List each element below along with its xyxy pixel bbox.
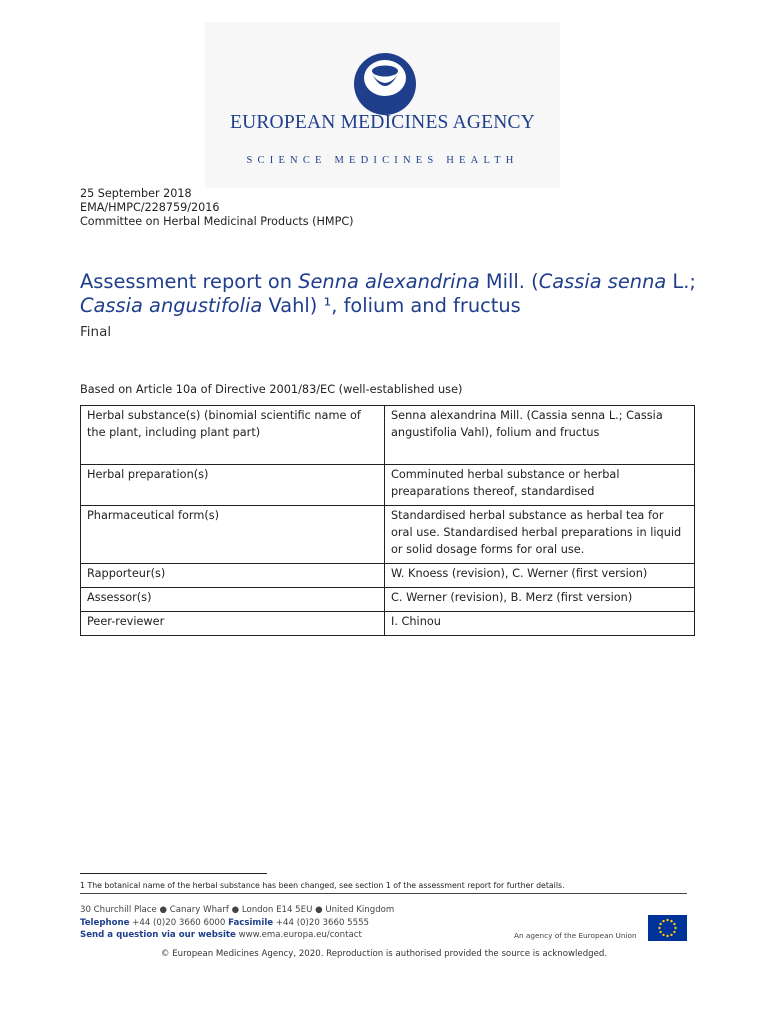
- eu-flag-icon: [648, 915, 687, 941]
- document-status: Final: [80, 324, 112, 340]
- ema-logo: [205, 22, 560, 188]
- flag-star: [659, 931, 661, 933]
- table-row: [81, 406, 695, 465]
- substance-info-table: [80, 405, 695, 636]
- table-row: [81, 465, 695, 506]
- table-row: [81, 588, 695, 612]
- row-value: W. Knoess (revision), C. Werner (first version): [385, 564, 695, 588]
- row-label: Rapporteur(s): [81, 564, 385, 588]
- agency-tagline: SCIENCE MEDICINES HEALTH: [246, 155, 519, 166]
- agency-name: EUROPEAN MEDICINES AGENCY: [229, 112, 536, 133]
- footnote-divider: [80, 873, 267, 874]
- footer-address: [80, 904, 394, 942]
- document-reference: EMA/HMPC/228759/2016: [80, 201, 220, 214]
- flag-star: [658, 927, 660, 929]
- row-label: Herbal preparation(s): [81, 465, 385, 506]
- table-row: [81, 612, 695, 636]
- committee-name: Committee on Herbal Medicinal Products (HMPC): [80, 215, 354, 228]
- flag-star: [673, 923, 675, 925]
- flag-star: [674, 927, 676, 929]
- document-date: 25 September 2018: [80, 187, 192, 200]
- row-value: C. Werner (revision), B. Merz (first version): [385, 588, 695, 612]
- flag-star: [666, 919, 668, 921]
- row-value: Senna alexandrina Mill. (Cassia senna L.; Cassia angustifolia Vahl), folium and fructus: [385, 406, 695, 465]
- ema-emblem-icon: [353, 52, 417, 116]
- table-row: [81, 564, 695, 588]
- table-row: [81, 506, 695, 564]
- eu-agency-note: An agency of the European Union: [514, 931, 637, 940]
- flag-star: [670, 920, 672, 922]
- copyright: © European Medicines Agency, 2020. Reproduction is authorised provided the source is acknowledged.: [160, 949, 608, 959]
- flag-star: [673, 931, 675, 933]
- flag-star: [666, 935, 668, 937]
- row-label: Peer-reviewer: [81, 612, 385, 636]
- address-line: 30 Churchill Place ● Canary Wharf ● London E14 5EU ● United Kingdom: [80, 905, 395, 915]
- row-value: Standardised herbal substance as herbal tea for oral use. Standardised herbal preparations in liquid or solid dosage forms for oral use.: [385, 506, 695, 564]
- legal-basis: Based on Article 10a of Directive 2001/83/EC (well-established use): [80, 383, 463, 396]
- page-title: Assessment report on Senna alexandrina Mill. (Cassia senna L.; Cassia angustifolia Vahl) ¹, folium and fructus: [80, 270, 696, 317]
- contact-phone-line: Telephone +44 (0)20 3660 6000 Facsimile +44 (0)20 3660 5555: [80, 917, 370, 928]
- flag-star: [659, 923, 661, 925]
- row-label: Herbal substance(s) (binomial scientific name of the plant, including plant part): [81, 406, 385, 465]
- contact-web-line: Send a question via our website www.ema.europa.eu/contact: [80, 930, 362, 941]
- row-value: Comminuted herbal substance or herbal preaparations thereof, standardised: [385, 465, 695, 506]
- footnote: 1 The botanical name of the herbal substance has been changed, see section 1 of the assessment report for further details.: [80, 881, 565, 890]
- website-link[interactable]: www.ema.europa.eu/contact: [235, 930, 362, 941]
- row-label: Assessor(s): [81, 588, 385, 612]
- flag-star: [662, 920, 664, 922]
- row-value: I. Chinou: [385, 612, 695, 636]
- flag-star: [670, 934, 672, 936]
- footer-divider: [80, 893, 687, 894]
- row-label: Pharmaceutical form(s): [81, 506, 385, 564]
- flag-star: [662, 934, 664, 936]
- document-meta: [80, 187, 354, 229]
